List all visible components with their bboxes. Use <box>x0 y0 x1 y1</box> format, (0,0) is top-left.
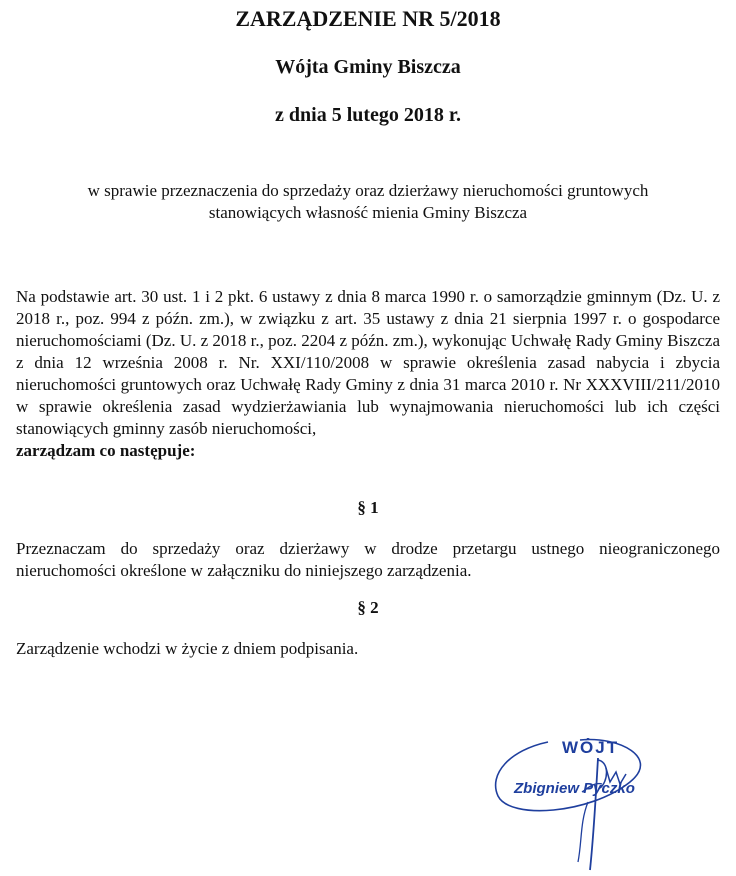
legal-basis-text: Na podstawie art. 30 ust. 1 i 2 pkt. 6 ustawy z dnia 8 marca 1990 r. o samorządzie gminnym (Dz. U. z 2018 r., poz. 994 z późn. zm.), w związku z art. 35 ustawy z dnia 21 sierpnia 1997 r. o gospodarce nieruchomościami (Dz. U. z 2018 r., poz. 2204 z późn. zm.), wykonując Uchwałę Rady Gminy Biszcza z dnia 12 września 2008 r. Nr. XXI/110/2008 w sprawie określenia zasad nabycia i zbycia nieruchomości gruntowych oraz Uchwałę Rady Gminy z dnia 31 marca 2010 r. Nr XXXVIII/211/2010 w sprawie określenia zasad wydzierżawiania lub wynajmowania nieruchomości lub ich części stanowiących gminny zasób nieruchomości, <box>16 287 720 438</box>
legal-basis <box>16 286 720 462</box>
basis-closing: zarządzam co następuje: <box>16 441 196 460</box>
paragraph-2-mark: § 2 <box>357 598 379 617</box>
document-date: z dnia 5 lutego 2018 r. <box>275 104 461 126</box>
document-subject <box>0 180 736 224</box>
subject-line-1: w sprawie przeznaczenia do sprzedaży oraz dzierżawy nieruchomości gruntowych <box>87 181 649 200</box>
paragraph-2-text: Zarządzenie wchodzi w życie z dniem podpisania. <box>16 639 359 658</box>
document-issuer: Wójta Gminy Biszcza <box>275 56 461 78</box>
document-title: ZARZĄDZENIE NR 5/2018 <box>235 6 501 31</box>
subject-line-2: stanowiących własność mienia Gminy Biszcza <box>208 203 528 222</box>
official-stamp <box>470 722 700 872</box>
stamp-title: WÓJT <box>562 738 620 757</box>
paragraph-1-mark: § 1 <box>357 498 379 517</box>
paragraph-1-text: Przeznaczam do sprzedaży oraz dzierżawy w drodze przetargu ustnego nieograniczonego nieruchomości określone w załączniku do niniejszego zarządzenia. <box>16 539 720 580</box>
stamp-name: Zbigniew Pyczko <box>514 780 635 797</box>
